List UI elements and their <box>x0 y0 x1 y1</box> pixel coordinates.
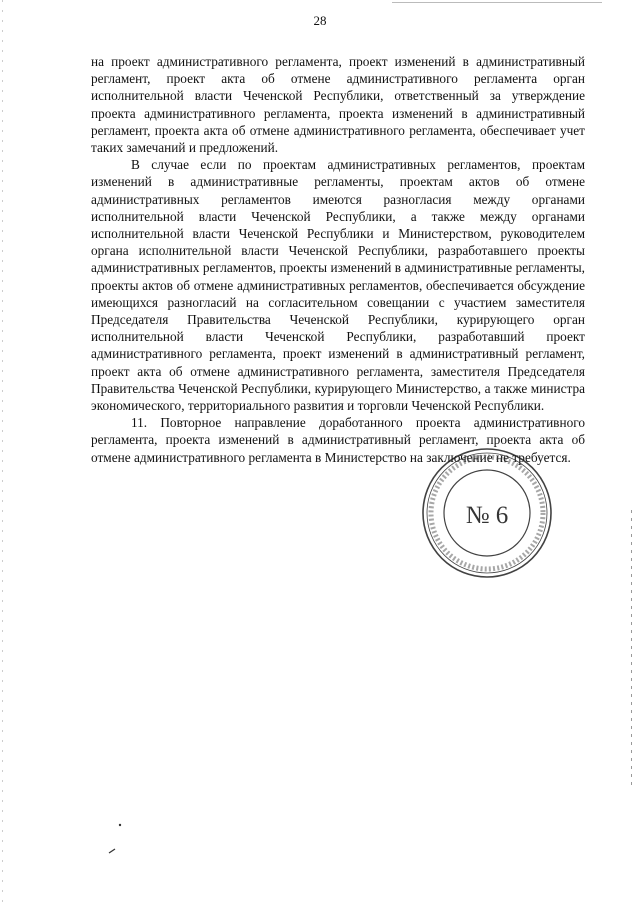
paragraph-continuation: на проект административного регламента, проект изменений в административный регламент, проект акта об отмене административного регламента орган исполнительной власти Чеченской Республики, ответственный за утверждение проекта административного регламента, проекта изменений в административный регламент, проекта акта об отмене административного регламента, обеспечивает учет таких замечаний и предложений. <box>91 54 585 156</box>
stamp-number: № 6 <box>465 502 509 529</box>
scan-edge-right <box>631 510 632 790</box>
page-number: 28 <box>313 13 327 28</box>
paragraph-item-11: 11. Повторное направление доработанного проекта административного регламента, проекта изменений в административный регламент, проекта акта об отмене административного регламента в Министерство на заключение не требуется. <box>91 415 585 465</box>
scan-mark <box>108 848 118 854</box>
seal-stamp <box>420 446 554 580</box>
scan-mark <box>116 822 128 828</box>
scan-edge-left <box>2 0 3 905</box>
scan-top-line <box>392 2 602 3</box>
document-body <box>91 53 585 466</box>
paragraph-disagreements: В случае если по проектам административных регламентов, проектам изменений в административные регламенты, проектам актов об отмене административных регламентов имеются разногласия между органами исполнительной власти Чеченской Республики, а также между органами исполнительной власти Чеченской Республики и Министерством, руководителем органа исполнительной власти Чеченской Республики, разработавшего проекты административных регламентов, проекты изменений в административные регламенты, проекты актов об отмене административных регламентов, обеспечивается обсуждение имеющихся разногласий на согласительном совещании с участием заместителя Председателя Правительства Чеченской Республики, курирующего орган исполнительной власти Чеченской Республики, разработавший проект административного регламента, проект изменений в административный регламент, проект акта об отмене административного регламента, заместителя Председателя Правительства Чеченской Республики, курирующего Министерство, а также министра экономического, территориального развития и торговли Чеченской Республики. <box>91 157 585 414</box>
